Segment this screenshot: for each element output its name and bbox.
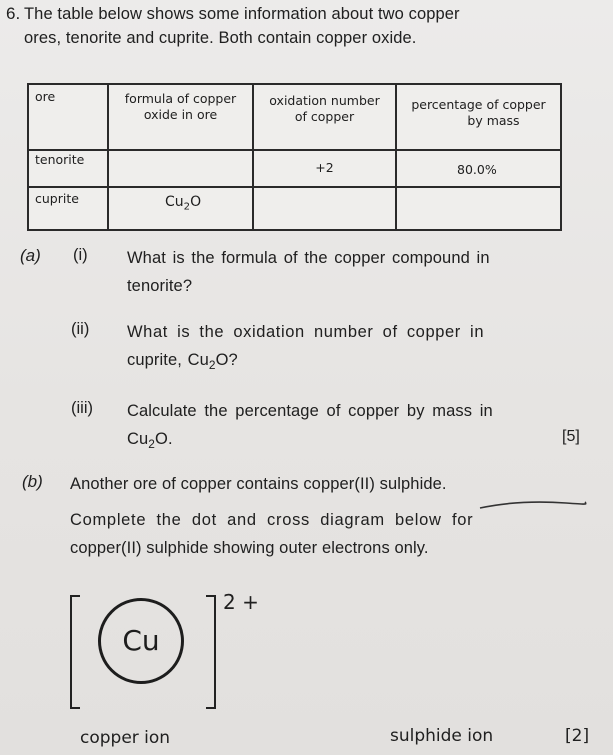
part-b-line-3: copper(II) sulphide showing outer electrons only. — [70, 539, 429, 557]
part-a-label: (a) — [20, 246, 41, 265]
row-ore-tenorite: tenorite — [35, 152, 85, 167]
header-formula-line-2: oxide in ore — [143, 107, 218, 122]
header-oxidation-line-1: oxidation number — [269, 93, 380, 108]
right-bracket — [206, 595, 216, 709]
handwritten-underline — [478, 498, 588, 512]
header-formula-line-1: formula of copper — [124, 91, 237, 106]
part-a-iii-number: (iii) — [71, 399, 93, 417]
part-a-ii-text — [127, 320, 597, 372]
part-a-i-text — [127, 246, 597, 298]
header-percentage-line-2: by mass — [467, 113, 520, 128]
part-a-iii-line-1: Calculate the percentage of copper by mass in — [127, 402, 493, 420]
part-a-i-line-2: tenorite? — [127, 277, 193, 295]
intro-line-1: The table below shows some information about two copper — [24, 5, 460, 23]
sulphide-ion-label: sulphide ion — [390, 726, 494, 746]
header-ore: ore — [35, 89, 56, 104]
row-formula-cuprite — [165, 194, 202, 213]
ion-charge: 2 + — [223, 590, 259, 614]
ii-line-2-post: O? — [215, 351, 238, 369]
part-b-line-1: Another ore of copper contains copper(II) sulphide. — [70, 475, 447, 493]
part-a-ii-number: (ii) — [71, 320, 90, 338]
formula-sub: 2 — [183, 201, 191, 213]
iii-line-2-pre: Cu — [127, 430, 149, 448]
table-divider — [29, 149, 560, 151]
header-oxidation-line-2: of copper — [294, 109, 355, 124]
copper-ion-symbol: Cu — [122, 624, 160, 657]
part-a-iii-line-2 — [127, 427, 597, 451]
ii-line-2-pre: cuprite, Cu — [127, 351, 209, 369]
header-percentage — [397, 97, 560, 129]
part-a-ii-line-1: What is the oxidation number of copper in — [127, 323, 485, 341]
question-number: 6. — [6, 4, 21, 23]
header-percentage-line-1: percentage of copper — [411, 97, 546, 112]
ii-line-2-sub: 2 — [208, 358, 216, 373]
part-a-i-number: (i) — [73, 246, 88, 264]
part-a-ii-line-2 — [127, 348, 597, 372]
row-ore-cuprite: cuprite — [35, 191, 79, 206]
part-b-line-2: Complete the dot and cross diagram below for — [70, 511, 474, 529]
question-intro — [24, 2, 594, 50]
part-b-label: (b) — [22, 472, 43, 491]
row-oxidation-tenorite: +2 — [315, 160, 334, 175]
iii-line-2-sub: 2 — [148, 437, 156, 452]
intro-line-2: ores, tenorite and cuprite. Both contain copper oxide. — [24, 29, 417, 47]
header-formula — [109, 91, 252, 123]
part-a-i-line-1: What is the formula of the copper compound in — [127, 249, 490, 267]
formula-base: Cu — [165, 194, 184, 210]
part-a-marks: [5] — [562, 428, 580, 445]
ore-table — [27, 83, 562, 231]
part-b-text — [70, 472, 600, 560]
formula-tail: O — [190, 194, 202, 210]
header-oxidation — [254, 93, 395, 125]
part-a-iii-text — [127, 399, 597, 451]
iii-line-2-post: O. — [155, 430, 173, 448]
table-divider — [29, 186, 560, 188]
left-bracket — [70, 595, 80, 709]
part-b-marks: [2] — [565, 726, 590, 746]
row-percentage-tenorite: 80.0% — [457, 162, 497, 177]
copper-ion-label: copper ion — [80, 728, 171, 748]
